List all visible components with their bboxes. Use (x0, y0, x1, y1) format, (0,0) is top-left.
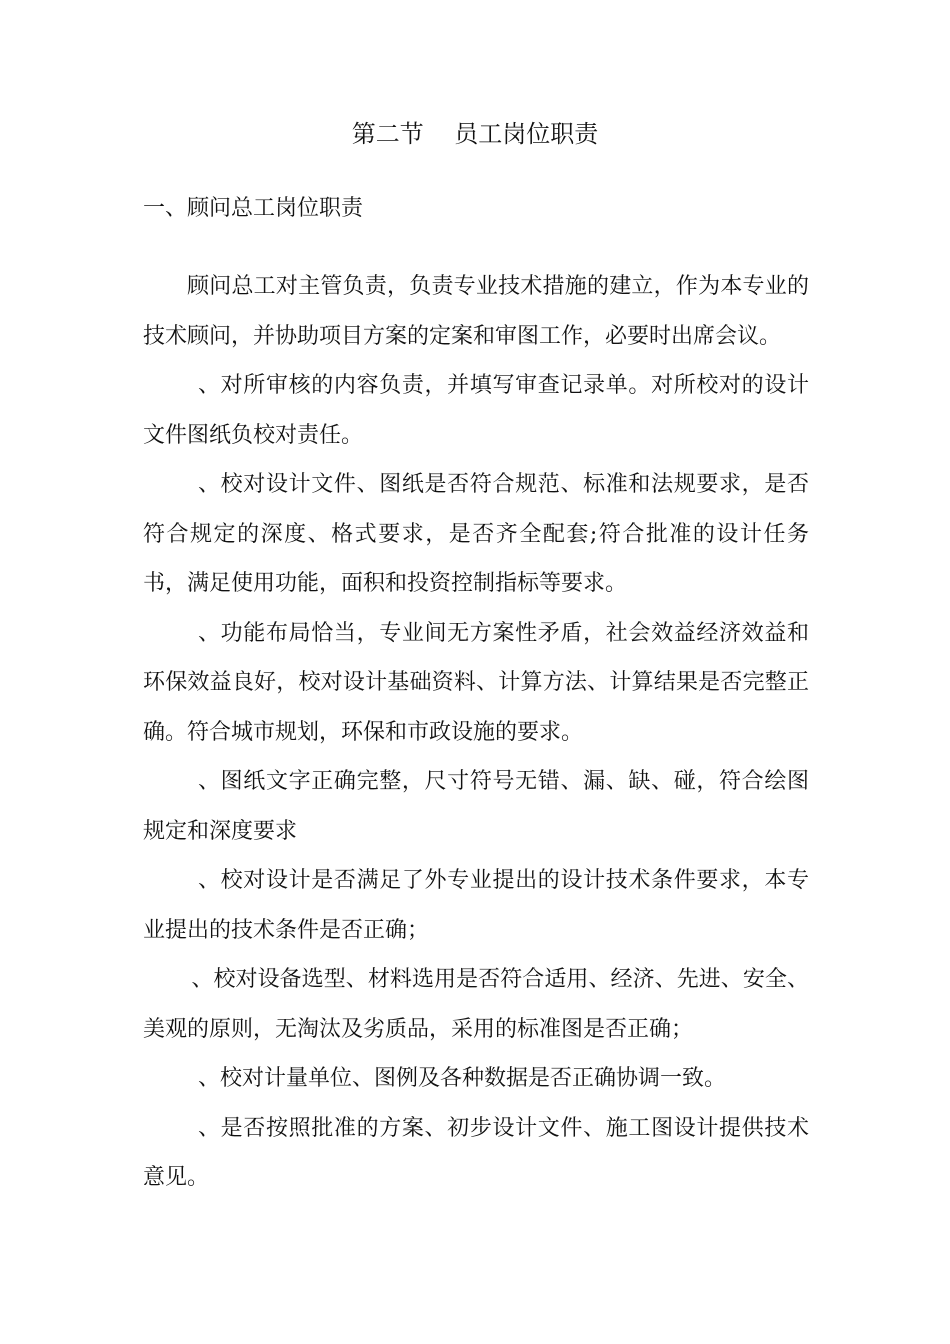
intro-paragraph: 顾问总工对主管负责，负责专业技术措施的建立，作为本专业的技术顾问，并协助项目方案的定案和审图工作，必要时出席会议。 (143, 274, 809, 349)
duty-item-5: 、校对设计是否满足了外专业提出的设计技术条件要求，本专业提出的技术条件是否正确； (143, 868, 809, 943)
duty-item-8: 、是否按照批准的方案、初步设计文件、施工图设计提供技术意见。 (143, 1115, 809, 1190)
page-title: 第二节 员工岗位职责 (351, 120, 599, 148)
duty-item-7: 、校对计量单位、图例及各种数据是否正确协调一致。 (198, 1066, 727, 1091)
duty-item-2: 、校对设计文件、图纸是否符合规范、标准和法规要求，是否符合规定的深度、格式要求，是否齐全配套;符合批准的设计任务书，满足使用功能，面积和投资控制指标等要求。 (143, 472, 809, 596)
duty-item-1: 、对所审核的内容负责，并填写审查记录单。对所校对的设计文件图纸负校对责任。 (143, 373, 809, 448)
duty-item-3: 、功能布局恰当，专业间无方案性矛盾，社会效益经济效益和环保效益良好，校对设计基础资料、计算方法、计算结果是否完整正确。符合城市规划，环保和市政设施的要求。 (143, 620, 809, 745)
body-text (143, 262, 809, 1203)
duty-item-6: 、校对设备选型、材料选用是否符合适用、经济、先进、安全、美观的原则，无淘汰及劣质品，采用的标准图是否正确； (143, 967, 809, 1042)
duty-item-4: 、图纸文字正确完整，尺寸符号无错、漏、缺、碰，符合绘图规定和深度要求 (143, 769, 809, 844)
section-heading: 一、顾问总工岗位职责 (143, 196, 364, 221)
